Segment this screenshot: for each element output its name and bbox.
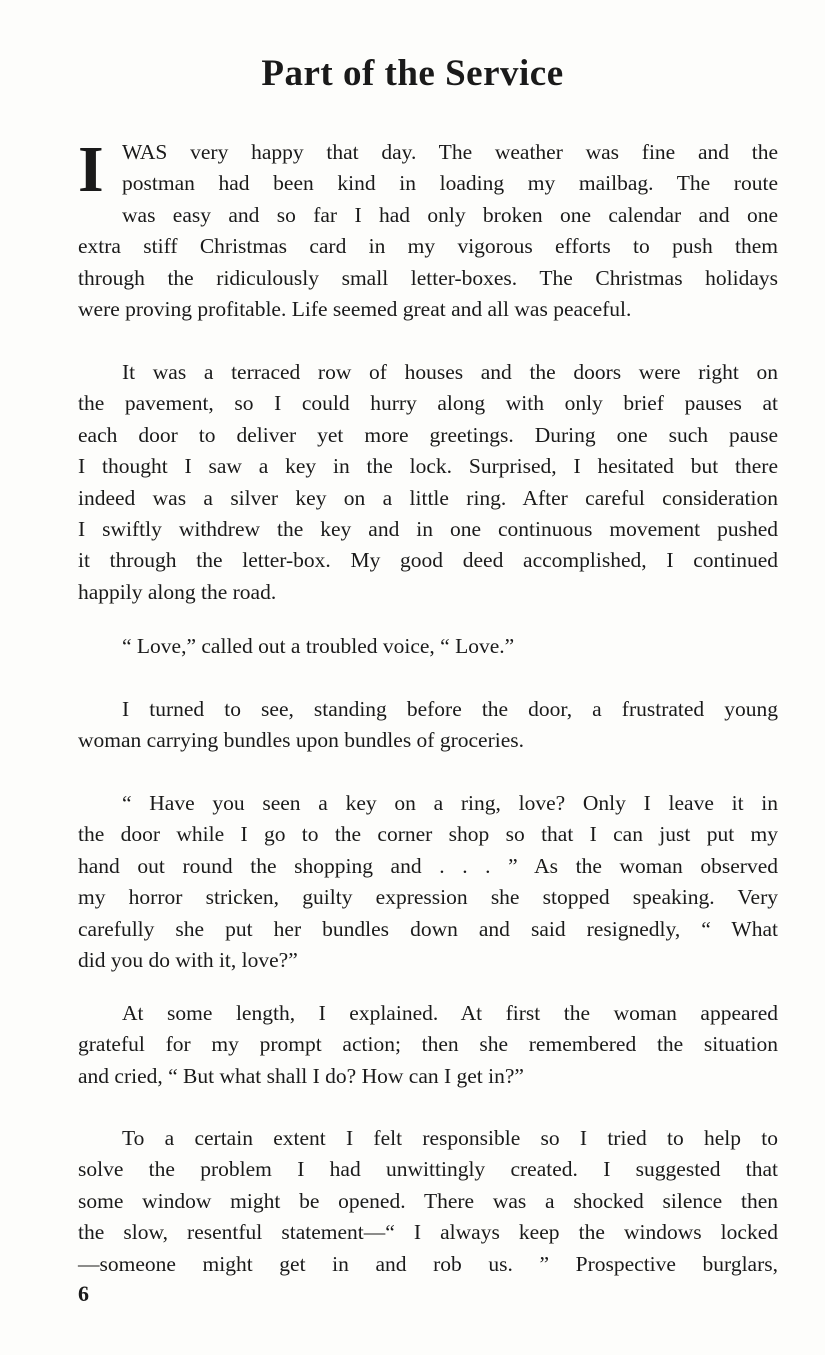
page-number: 6 [78, 1281, 89, 1306]
text-line: I swiftly withdrew the key and in one continuous movement pushed [78, 516, 778, 541]
paragraph [78, 631, 778, 662]
text-line: carefully she put her bundles down and said resignedly, “ What [78, 916, 778, 941]
text-line: the door while I go to the corner shop so that I can just put my [78, 822, 778, 847]
text-line: It was a terraced row of houses and the doors were right on [122, 360, 778, 384]
text-line: solve the problem I had unwittingly created. I suggested that [78, 1157, 778, 1182]
text-line: through the ridiculously small letter-boxes. The Christmas holidays [78, 265, 778, 290]
text-line: did you do with it, love?” [78, 947, 298, 972]
text-line: it through the letter-box. My good deed accomplished, I continued [78, 548, 778, 573]
paragraph [78, 133, 778, 325]
drop-cap: I [78, 133, 104, 206]
paragraph [78, 788, 778, 976]
paragraph [78, 357, 778, 608]
text-line: I turned to see, standing before the door, a frustrated young [122, 697, 778, 721]
text-line: At some length, I explained. At first the woman appeared [122, 1001, 778, 1025]
text-line: extra stiff Christmas card in my vigorous efforts to push them [78, 234, 778, 259]
text-line: was easy and so far I had only broken one calendar and one [122, 202, 778, 227]
text-line: each door to deliver yet more greetings. During one such pause [78, 422, 778, 447]
text-line: postman had been kind in loading my mailbag. The route [122, 171, 778, 196]
text-line: “ Have you seen a key on a ring, love? Only I leave it in [122, 791, 778, 815]
text-line: the slow, resentful statement—“ I always keep the windows locked [78, 1220, 778, 1245]
text-line: “ Love,” called out a troubled voice, “ Love.” [122, 634, 515, 658]
text-line: some window might be opened. There was a shocked silence then [78, 1188, 778, 1213]
text-line: WAS very happy that day. The weather was fine and the [122, 140, 778, 164]
chapter-title: Part of the Service [261, 53, 564, 94]
text-line: hand out round the shopping and . . . ” As the woman observed [78, 853, 778, 878]
text-line: were proving profitable. Life seemed great and all was peaceful. [78, 296, 632, 321]
paragraph [78, 998, 778, 1092]
text-line: indeed was a silver key on a little ring. After careful consideration [78, 485, 778, 510]
text-line: the pavement, so I could hurry along with only brief pauses at [78, 391, 778, 416]
paragraph [78, 1123, 778, 1280]
text-line: and cried, “ But what shall I do? How can I get in?” [78, 1063, 524, 1088]
text-line: woman carrying bundles upon bundles of groceries. [78, 728, 525, 753]
text-line: —someone might get in and rob us. ” Prospective burglars, [78, 1251, 778, 1276]
text-line: my horror stricken, guilty expression she stopped speaking. Very [78, 885, 778, 910]
text-line: To a certain extent I felt responsible so I tried to help to [122, 1126, 778, 1150]
text-line: grateful for my prompt action; then she remembered the situation [78, 1032, 778, 1057]
paragraph [78, 694, 778, 757]
text-line: I thought I saw a key in the lock. Surprised, I hesitated but there [78, 454, 778, 479]
text-line: happily along the road. [78, 579, 277, 604]
